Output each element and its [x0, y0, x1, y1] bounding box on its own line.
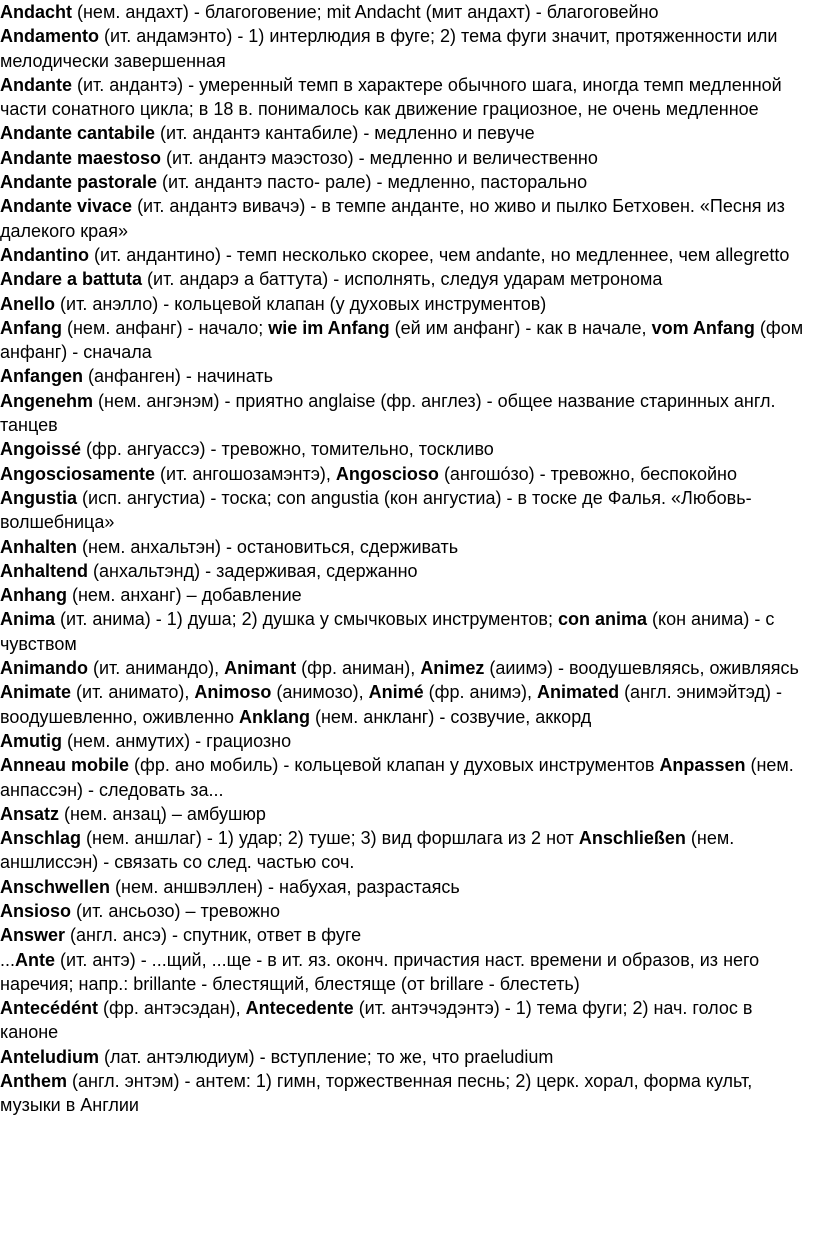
entry-term: vom Anfang	[651, 317, 755, 338]
dictionary-entry	[0, 948, 814, 997]
entry-term: Ante	[15, 949, 56, 970]
entry-term: Andamento	[0, 26, 99, 47]
entry-term: wie im Anfang	[268, 317, 390, 338]
entry-definition: (фр. ано мобиль) - кольцевой клапан у духовых инструментов	[129, 755, 660, 776]
entry-term: Animé	[368, 682, 424, 703]
dictionary-entry	[0, 1069, 814, 1118]
entry-definition: (нем. анханг) – добавление	[67, 585, 302, 606]
entry-definition: (ит. ангошозамэнтэ),	[155, 463, 336, 484]
dictionary-entry	[0, 899, 814, 923]
entry-definition: (нем. андахт) - благоговение; mit Andacht (мит андахт) - благоговейно	[72, 2, 659, 22]
entry-definition: (ит. андантэ пасто- рале) - медленно, пасторально	[157, 172, 588, 193]
entry-term: Anklang	[238, 706, 310, 727]
entry-definition: (ит. андамэнто) - 1) интерлюдия в фуге; 2) тема фуги значит, протяженности или мелодически завершенная	[0, 26, 778, 71]
dictionary-entry	[0, 24, 814, 73]
dictionary-entry	[0, 194, 814, 243]
entry-term: Ansatz	[0, 803, 60, 824]
dictionary-entry	[0, 462, 814, 486]
dictionary-entry	[0, 826, 814, 875]
dictionary-entry	[0, 389, 814, 438]
entry-definition: (кон анима) - с чувством	[0, 609, 775, 654]
entry-term: Angustia	[0, 487, 78, 508]
entry-term: Anthem	[0, 1071, 67, 1092]
dictionary-entry	[0, 437, 814, 461]
entry-definition: (ит. андантэ вивачэ) - в темпе анданте, но живо и пылко Бетховен. «Песня из далекого края»	[0, 196, 785, 241]
entry-term: Andante pastorale	[0, 172, 158, 193]
entry-definition: (нем. анкланг) - созвучие, аккорд	[309, 706, 592, 727]
dictionary-entry	[0, 316, 814, 365]
entry-definition: (фр. анимэ),	[423, 682, 538, 703]
entry-definition: (ит. антэчэдэнтэ) - 1) тема фуги; 2) нач. голос в каноне	[0, 998, 753, 1043]
entry-term: Anfang	[0, 317, 62, 338]
entry-definition: (ит. андарэ а баттута) - исполнять, следуя ударам метронома	[142, 269, 663, 290]
entry-term: Anhang	[0, 585, 67, 606]
dictionary-entry	[0, 875, 814, 899]
dictionary-entry	[0, 1045, 814, 1069]
dictionary-entry	[0, 267, 814, 291]
entry-definition: (лат. антэлюдиум) - вступление; то же, что praeludium	[99, 1046, 554, 1067]
entry-definition: (ангошо́зо) - тревожно, беспокойно	[438, 463, 737, 484]
dictionary-entry	[0, 486, 814, 535]
dictionary-entry	[0, 753, 814, 802]
entry-definition: (ит. анима) - 1) душа; 2) душка у смычковых инструментов;	[55, 609, 558, 630]
dictionary-entry	[0, 680, 814, 729]
dictionary-entry	[0, 170, 814, 194]
entry-definition: (ит. анэлло) - кольцевой клапан (у духовых инструментов)	[55, 293, 547, 314]
entry-definition: (анфанген) - начинать	[83, 366, 273, 387]
dictionary-entry	[0, 364, 814, 388]
entry-term: Anschlag	[0, 828, 82, 849]
entry-definition: (фр. аниман),	[296, 658, 421, 679]
entry-term: Animez	[420, 658, 485, 679]
entry-definition: (нем. анфанг) - начало;	[62, 317, 269, 338]
entry-term: Andante cantabile	[0, 123, 156, 144]
entry-term: Angoscioso	[335, 463, 439, 484]
dictionary-entry	[0, 146, 814, 170]
entry-definition: (аиимэ) - воодушевляясь, оживляясь	[484, 658, 799, 679]
entry-definition: (нем. аншлиссэн) - связать со след. частью соч.	[0, 828, 735, 873]
entry-term: Andare a battuta	[0, 269, 143, 290]
entry-definition: (ит. андантэ кантабиле) - медленно и певуче	[155, 123, 535, 144]
entry-definition: (ит. андантино) - темп несколько скорее, чем andante, но медленнее, чем allegretto	[88, 244, 790, 265]
entry-term: Animando	[0, 658, 88, 679]
entry-term: Andante vivace	[0, 196, 133, 217]
dictionary-entry	[0, 243, 814, 267]
entry-term: Anschließen	[578, 828, 686, 849]
dictionary-entry	[0, 656, 814, 680]
dictionary-entry	[0, 923, 814, 947]
dictionary-entry	[0, 121, 814, 145]
entry-term: Anello	[0, 293, 56, 314]
entry-term: Angenehm	[0, 390, 94, 411]
dictionary-entry	[0, 996, 814, 1045]
entry-term: Anima	[0, 609, 56, 630]
entry-definition: (англ. ансэ) - спутник, ответ в фуге	[65, 925, 362, 946]
entry-term: Anhalten	[0, 536, 78, 557]
entry-term: con anima	[557, 609, 647, 630]
dictionary-entry	[0, 802, 814, 826]
entry-term: Andante	[0, 74, 72, 95]
dictionary-entry	[0, 729, 814, 753]
entry-definition: (ит. андантэ) - умеренный темп в характере обычного шага, иногда темп медленной части сонатного цикла; в 18 в. понималось как движение грациозное, не очень медленное	[0, 74, 782, 120]
entry-definition: (ит. антэ) - ...щий, ...ще - в ит. яз. оконч. причастия наст. времени и образов, из него наречия; напр.: brillante - блестящий, блестяще (от brillare - блестеть)	[0, 949, 760, 994]
entry-definition: (ей им анфанг) - как в начале,	[389, 317, 652, 338]
entry-definition: ...	[0, 949, 16, 970]
entry-term: Andacht	[0, 2, 72, 22]
entry-term: Anschwellen	[0, 876, 111, 897]
entry-definition: (анхальтэнд) - задерживая, сдержанно	[88, 560, 418, 581]
entry-definition: (фом анфанг) - сначала	[0, 317, 804, 363]
entry-definition: (исп. ангустиа) - тоска; con angustia (кон ангустиа) - в тоске де Фалья. «Любовь-волшебница»	[0, 487, 752, 533]
entry-definition: (нем. анпассэн) - следовать за...	[0, 755, 794, 800]
entry-definition: (фр. ангуассэ) - тревожно, томительно, тоскливо	[81, 439, 494, 460]
entry-term: Answer	[0, 925, 66, 946]
entry-definition: (нем. анхальтэн) - остановиться, сдерживать	[77, 536, 459, 557]
dictionary-entry	[0, 559, 814, 583]
dictionary-entry	[0, 0, 814, 24]
entry-term: Antecedente	[245, 998, 354, 1019]
entry-term: Amutig	[0, 730, 62, 751]
entry-term: Anhaltend	[0, 560, 88, 581]
entry-definition: (ит. андантэ маэстозо) - медленно и величественно	[161, 147, 598, 168]
entry-definition: (ит. ансьозо) – тревожно	[71, 900, 280, 921]
entry-definition: (англ. энимэйтэд) - воодушевленно, оживленно	[0, 682, 783, 727]
entry-term: Anpassen	[659, 755, 746, 776]
entry-definition: (нем. аншвэллен) - набухая, разрастаясь	[110, 876, 460, 897]
dictionary-entry	[0, 583, 814, 607]
entry-definition: (ит. анимандо),	[88, 658, 225, 679]
entry-term: Angosciosamente	[0, 463, 156, 484]
entry-definition: (анимозо),	[271, 682, 369, 703]
entry-term: Animant	[224, 658, 297, 679]
entry-definition: (ит. анимато),	[71, 682, 195, 703]
entry-term: Anneau mobile	[0, 755, 130, 776]
entry-definition: (нем. анмутих) - грациозно	[62, 730, 292, 751]
entry-term: Animoso	[194, 682, 272, 703]
dictionary-entry	[0, 292, 814, 316]
entry-term: Anfangen	[0, 366, 83, 387]
entry-term: Animate	[0, 682, 72, 703]
entry-term: Animated	[537, 682, 620, 703]
entry-term: Angoissé	[0, 439, 82, 460]
dictionary-entry	[0, 73, 814, 122]
dictionary-entry	[0, 607, 814, 656]
entry-definition: (нем. аншлаг) - 1) удар; 2) туше; 3) вид форшлага из 2 нот	[81, 828, 579, 849]
entry-definition: (нем. ангэнэм) - приятно anglaise (фр. англез) - общее название старинных англ. танцев	[0, 390, 776, 436]
entry-term: Antecédént	[0, 998, 99, 1019]
entry-term: Andantino	[0, 244, 89, 265]
entry-term: Anteludium	[0, 1046, 99, 1067]
entry-definition: (англ. энтэм) - антем: 1) гимн, торжественная песнь; 2) церк. хорал, форма культ, музыки в Англии	[0, 1071, 753, 1116]
entry-definition: (нем. анзац) – амбушюр	[59, 803, 266, 824]
entry-term: Ansioso	[0, 900, 72, 921]
dictionary-entry	[0, 535, 814, 559]
entry-term: Andante maestoso	[0, 147, 162, 168]
entry-definition: (фр. антэсэдан),	[98, 998, 246, 1019]
